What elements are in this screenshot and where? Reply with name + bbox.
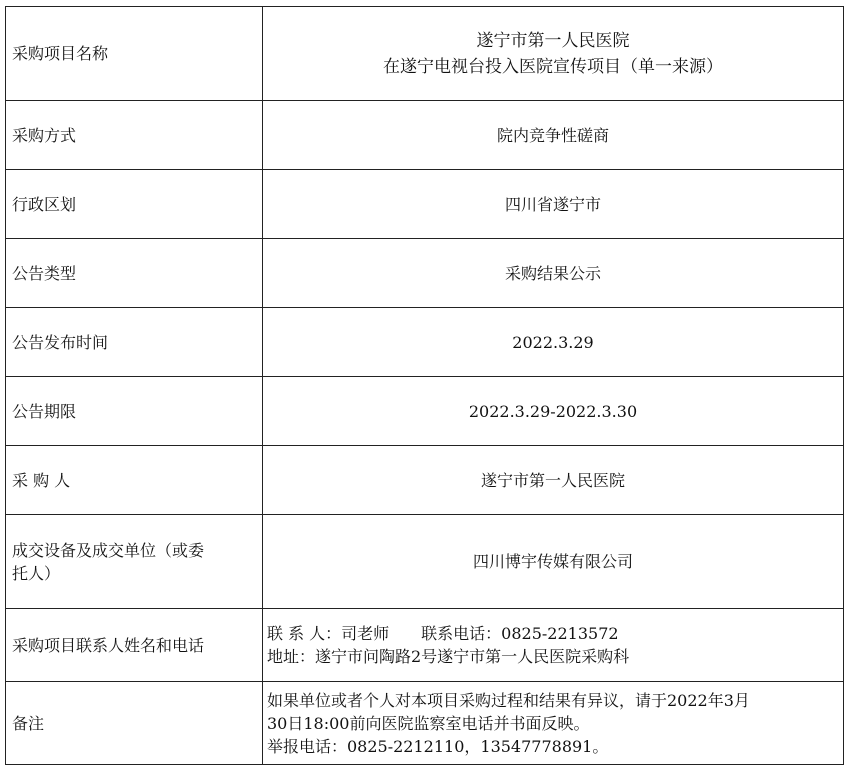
row-purchaser [6,446,844,515]
project-name-line-2: 在遂宁电视台投入医院宣传项目（单一来源） [383,56,723,77]
value-publish-date: 2022.3.29 [263,308,844,377]
value-winning-supplier: 四川博宇传媒有限公司 [263,515,844,609]
row-procurement-method [6,101,844,170]
row-notice-type [6,239,844,308]
row-winning-supplier [6,515,844,609]
project-name-line-1: 遂宁市第一人民医院 [476,30,630,51]
contact-line-2: 地址：遂宁市问陶路2号遂宁市第一人民医院采购科 [267,647,630,666]
contact-line-1: 联 系 人：司老师 联系电话：0825-2213572 [267,624,619,643]
value-notice-type: 采购结果公示 [263,239,844,308]
row-project-name [6,7,844,101]
value-region: 四川省遂宁市 [263,170,844,239]
winning-supplier-label-line-1: 成交设备及成交单位（或委 [12,540,205,560]
row-contact [6,609,844,682]
value-project-name [263,7,844,101]
row-publish-date [6,308,844,377]
label-contact: 采购项目联系人姓名和电话 [6,609,263,682]
row-remarks [6,682,844,765]
procurement-notice-table [5,6,844,765]
label-notice-type: 公告类型 [6,239,263,308]
label-procurement-method: 采购方式 [6,101,263,170]
value-notice-period: 2022.3.29-2022.3.30 [263,377,844,446]
winning-supplier-label-line-2: 托人） [12,563,61,583]
row-region [6,170,844,239]
value-purchaser: 遂宁市第一人民医院 [263,446,844,515]
label-winning-supplier [6,515,263,609]
value-procurement-method: 院内竞争性磋商 [263,101,844,170]
label-remarks: 备注 [6,682,263,765]
value-remarks [263,682,844,765]
label-region: 行政区划 [6,170,263,239]
label-purchaser: 采 购 人 [6,446,263,515]
value-contact [263,609,844,682]
label-project-name: 采购项目名称 [6,7,263,101]
remarks-line-2: 30日18:00前向医院监察室电话并书面反映。 [267,713,590,733]
remarks-line-1: 如果单位或者个人对本项目采购过程和结果有异议，请于2022年3月 [267,690,750,710]
label-notice-period: 公告期限 [6,377,263,446]
row-notice-period [6,377,844,446]
remarks-line-3: 举报电话：0825-2212110，13547778891。 [267,736,609,756]
label-publish-date: 公告发布时间 [6,308,263,377]
